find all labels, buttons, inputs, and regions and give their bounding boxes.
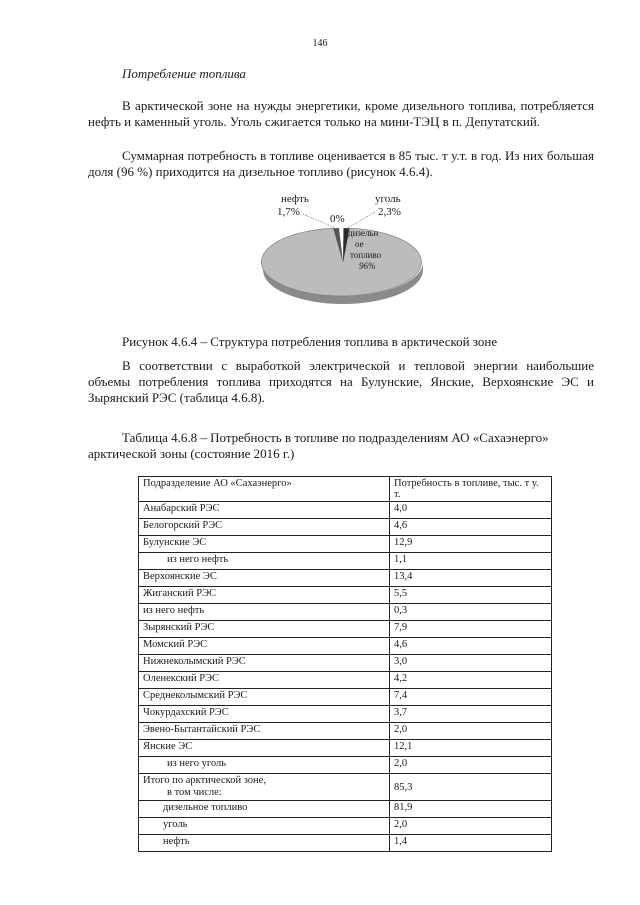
cell-name: нефть xyxy=(139,835,390,852)
cell-value: 12,9 xyxy=(390,536,552,553)
cell-value: 1,1 xyxy=(390,553,552,570)
table-row xyxy=(139,553,552,570)
label-diesel-line-2: ое xyxy=(355,239,364,249)
cell-name: Момский РЭС xyxy=(139,638,390,655)
paragraph-fuel-demand: Суммарная потребность в топливе оценивается в 85 тыс. т у.т. в год. Из них большая доля (96 %) приходится на дизельное топливо (рисунок 4.6.4). xyxy=(88,148,594,179)
cell-name: Анабарский РЭС xyxy=(139,502,390,519)
cell-name: Чокурдахский РЭС xyxy=(139,706,390,723)
label-zero-value: 0% xyxy=(330,213,345,225)
pie-slice-diesel xyxy=(261,228,421,296)
table-header-row xyxy=(139,477,552,502)
label-coal-name: уголь xyxy=(375,193,401,205)
cell-value: 2,0 xyxy=(390,818,552,835)
cell-name: Белогорский РЭС xyxy=(139,519,390,536)
cell-name: Среднеколымский РЭС xyxy=(139,689,390,706)
table-row xyxy=(139,672,552,689)
cell-value: 2,0 xyxy=(390,723,552,740)
fuel-demand-table xyxy=(138,476,552,852)
table-row xyxy=(139,621,552,638)
cell-value: 7,4 xyxy=(390,689,552,706)
cell-value: 3,7 xyxy=(390,706,552,723)
label-oil-value: 1,7% xyxy=(277,206,300,218)
table-row xyxy=(139,587,552,604)
section-heading: Потребление топлива xyxy=(122,66,246,81)
cell-name: уголь xyxy=(139,818,390,835)
header-fuel-demand: Потребность в топливе, тыс. т у. т. xyxy=(390,477,552,502)
table-row-total xyxy=(139,774,552,801)
label-diesel-line-3: топливо xyxy=(350,250,382,260)
table-row xyxy=(139,655,552,672)
table-caption: Таблица 4.6.8 – Потребность в топливе по подразделениям АО «Сахаэнерго» арктической зоны (состояние 2016 г.) xyxy=(88,430,549,461)
table-row xyxy=(139,570,552,587)
cell-name: Верхоянские ЭС xyxy=(139,570,390,587)
cell-value-total: 85,3 xyxy=(390,774,552,801)
cell-name: Жиганский РЭС xyxy=(139,587,390,604)
table-row xyxy=(139,689,552,706)
paragraph-largest-consumers: В соответствии с выработкой электрической и тепловой энергии наибольшие объемы потребления топлива приходятся на Булунские, Янские, Верхоянские ЭС и Зырянский РЭС (таблица 4.6.8). xyxy=(88,358,594,405)
total-line-1: Итого по арктической зоне, xyxy=(143,775,266,786)
table-row xyxy=(139,604,552,621)
label-coal-value: 2,3% xyxy=(378,206,401,218)
cell-name: Булунские ЭС xyxy=(139,536,390,553)
table-row xyxy=(139,740,552,757)
leader-coal xyxy=(348,212,375,228)
table-row xyxy=(139,818,552,835)
cell-value: 2,0 xyxy=(390,757,552,774)
label-oil-name: нефть xyxy=(281,193,309,205)
table-row xyxy=(139,706,552,723)
page-number: 146 xyxy=(312,38,328,49)
table-row xyxy=(139,638,552,655)
table-row xyxy=(139,835,552,852)
cell-name: из него нефть xyxy=(139,553,390,570)
cell-name: из него нефть xyxy=(139,604,390,621)
cell-name: из него уголь xyxy=(139,757,390,774)
table-row xyxy=(139,536,552,553)
cell-name: дизельное топливо xyxy=(139,801,390,818)
table-row xyxy=(139,723,552,740)
pie-chart-svg xyxy=(255,190,430,310)
cell-value: 81,9 xyxy=(390,801,552,818)
cell-value: 4,0 xyxy=(390,502,552,519)
cell-name: Оленекский РЭС xyxy=(139,672,390,689)
cell-name: Янские ЭС xyxy=(139,740,390,757)
cell-value: 0,3 xyxy=(390,604,552,621)
cell-name-total xyxy=(139,774,390,801)
cell-name: Эвено-Бытантайский РЭС xyxy=(139,723,390,740)
table-row xyxy=(139,519,552,536)
fuel-structure-pie-chart xyxy=(255,190,430,310)
label-diesel-value: 96% xyxy=(359,261,376,271)
cell-value: 4,6 xyxy=(390,638,552,655)
figure-caption: Рисунок 4.6.4 – Структура потребления топлива в арктической зоне xyxy=(122,334,498,349)
cell-name: Зырянский РЭС xyxy=(139,621,390,638)
cell-value: 4,6 xyxy=(390,519,552,536)
cell-value: 5,5 xyxy=(390,587,552,604)
cell-value: 12,1 xyxy=(390,740,552,757)
cell-value: 1,4 xyxy=(390,835,552,852)
cell-value: 3,0 xyxy=(390,655,552,672)
table-row xyxy=(139,502,552,519)
table-row xyxy=(139,757,552,774)
cell-name: Нижнеколымский РЭС xyxy=(139,655,390,672)
label-diesel-line-1: дизельн xyxy=(348,228,379,238)
cell-value: 4,2 xyxy=(390,672,552,689)
cell-value: 7,9 xyxy=(390,621,552,638)
total-line-2: в том числе: xyxy=(167,787,222,798)
paragraph-fuel-types: В арктической зоне на нужды энергетики, кроме дизельного топлива, потребляется нефть и каменный уголь. Уголь сжигается только на мини-ТЭЦ в п. Депутатский. xyxy=(88,98,594,129)
table-row xyxy=(139,801,552,818)
header-subdivision: Подразделение АО «Сахаэнерго» xyxy=(139,477,390,502)
cell-value: 13,4 xyxy=(390,570,552,587)
